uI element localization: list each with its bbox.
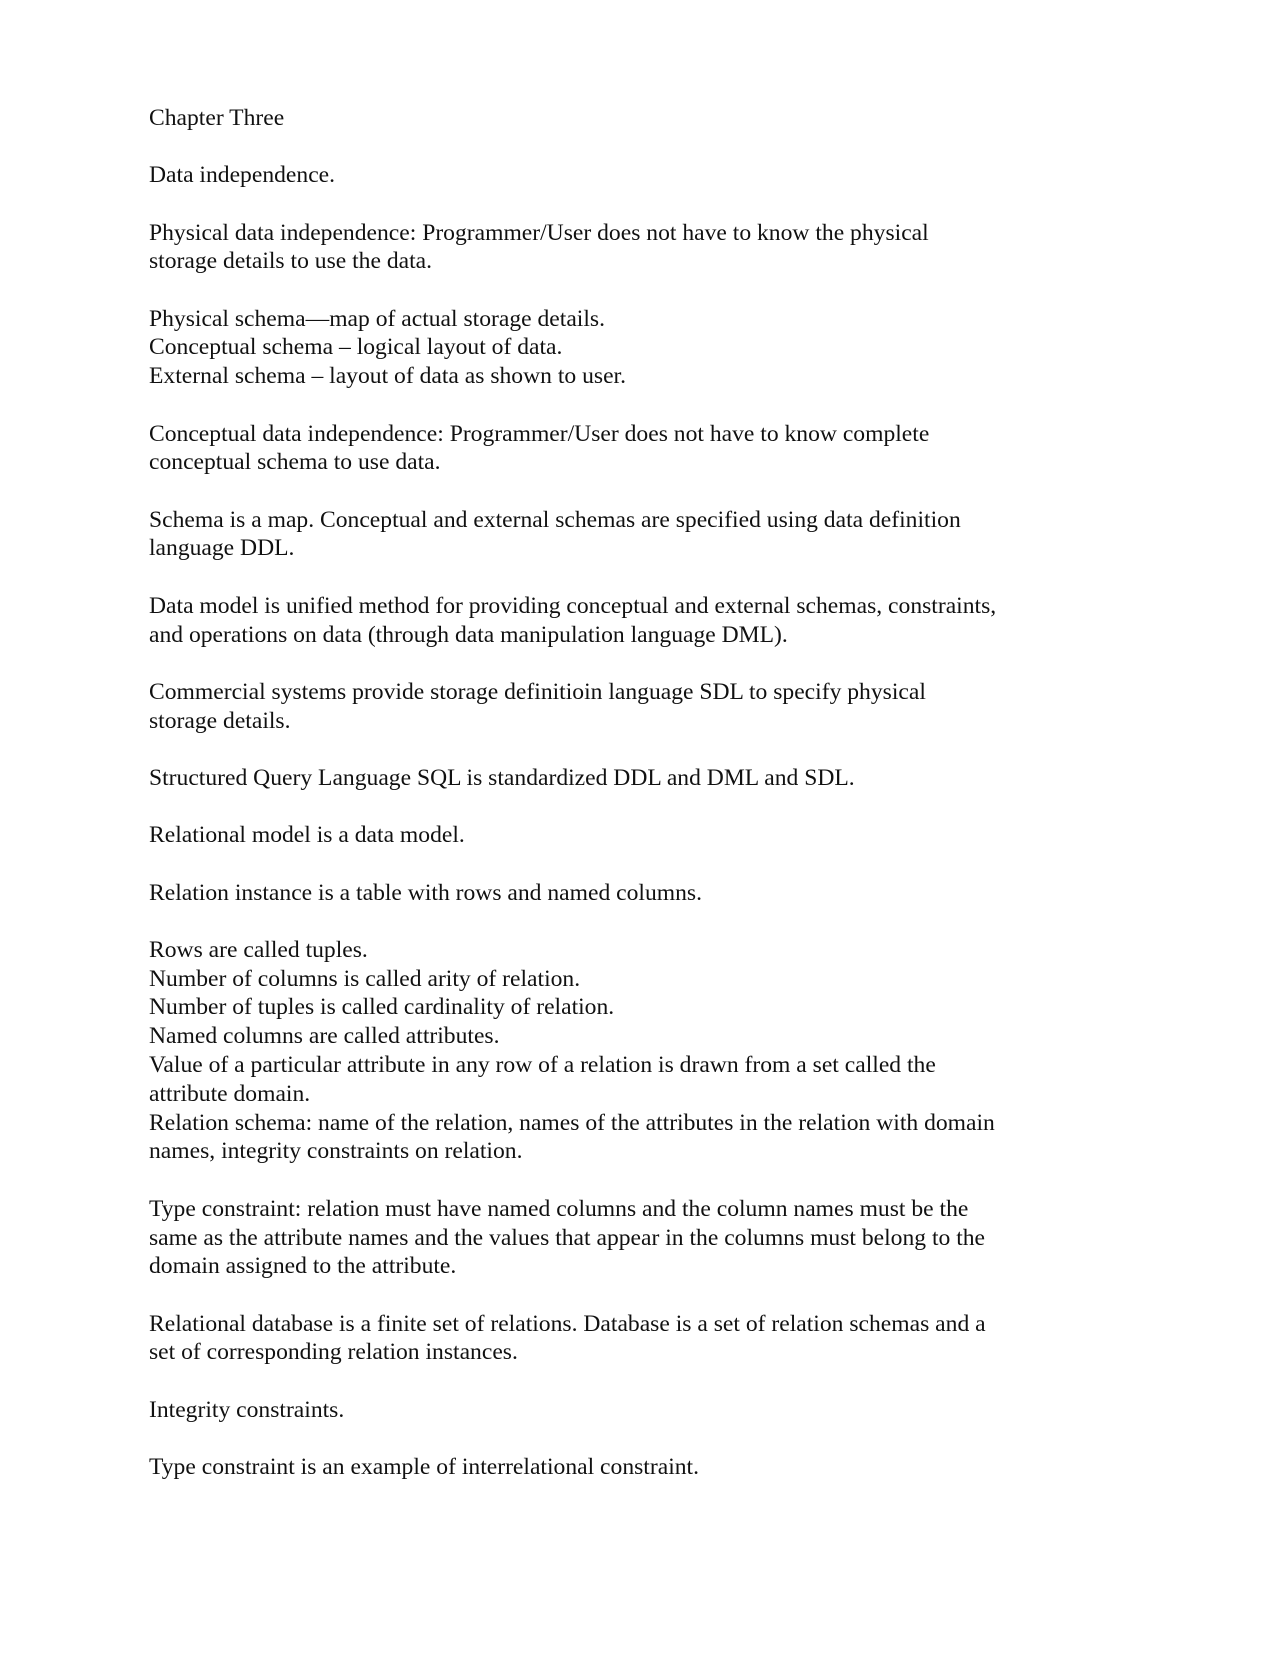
text-line: language DDL. bbox=[149, 535, 295, 562]
text-line: set of corresponding relation instances. bbox=[149, 1339, 518, 1366]
text-line: Data model is unified method for providing conceptual and external schemas, constraints, bbox=[149, 592, 997, 619]
para-sql bbox=[149, 764, 1049, 793]
text-line: Value of a particular attribute in any row of a relation is drawn from a set called the bbox=[149, 1052, 936, 1079]
text-line: External schema – layout of data as shown to user. bbox=[149, 363, 626, 390]
text-line: conceptual schema to use data. bbox=[149, 449, 441, 476]
para-data-model bbox=[149, 592, 1049, 650]
chapter-title bbox=[149, 104, 1049, 133]
text-line: Physical data independence: Programmer/User does not have to know the physical bbox=[149, 219, 929, 246]
text-line: Relational model is a data model. bbox=[149, 822, 465, 849]
text-line: Conceptual schema – logical layout of data. bbox=[149, 334, 563, 361]
text-line: Integrity constraints. bbox=[149, 1396, 345, 1423]
text-line: storage details. bbox=[149, 707, 291, 734]
text-line: Number of tuples is called cardinality of relation. bbox=[149, 994, 615, 1021]
text-line: and operations on data (through data manipulation language DML). bbox=[149, 621, 788, 648]
text-line: names, integrity constraints on relation. bbox=[149, 1138, 523, 1165]
heading-data-independence bbox=[149, 161, 1049, 190]
text-line: Named columns are called attributes. bbox=[149, 1023, 500, 1050]
para-commercial-systems bbox=[149, 678, 1049, 736]
text-line: Number of columns is called arity of relation. bbox=[149, 965, 581, 992]
para-type-constraint bbox=[149, 1195, 1049, 1281]
text-line: Relation schema: name of the relation, names of the attributes in the relation with domain bbox=[149, 1109, 995, 1136]
text-line: domain assigned to the attribute. bbox=[149, 1253, 457, 1280]
text-line: Type constraint: relation must have named columns and the column names must be the bbox=[149, 1195, 969, 1222]
document-body bbox=[149, 104, 1049, 1510]
para-relational-database bbox=[149, 1310, 1049, 1368]
para-physical-data-independence bbox=[149, 219, 1049, 277]
text-line: Chapter Three bbox=[149, 105, 285, 131]
text-line: Type constraint is an example of interrelational constraint. bbox=[149, 1454, 699, 1480]
text-line: Schema is a map. Conceptual and external schemas are specified using data definition bbox=[149, 506, 961, 533]
para-type-constraint-example bbox=[149, 1453, 1049, 1482]
para-relation-instance bbox=[149, 879, 1049, 908]
heading-integrity-constraints bbox=[149, 1396, 1049, 1425]
text-line: Structured Query Language SQL is standardized DDL and DML and SDL. bbox=[149, 764, 855, 791]
text-line: Relational database is a finite set of relations. Database is a set of relation schemas and a bbox=[149, 1310, 986, 1337]
text-line: storage details to use the data. bbox=[149, 248, 433, 275]
text-line: Commercial systems provide storage definitioin language SDL to specify physical bbox=[149, 678, 926, 705]
text-line: Physical schema—map of actual storage details. bbox=[149, 305, 605, 332]
para-schemas bbox=[149, 305, 1049, 391]
para-definitions bbox=[149, 936, 1049, 1166]
text-line: Conceptual data independence: Programmer/User does not have to know complete bbox=[149, 420, 930, 447]
para-schema-map bbox=[149, 506, 1049, 564]
text-line: same as the attribute names and the values that appear in the columns must belong to the bbox=[149, 1224, 986, 1251]
text-line: Relation instance is a table with rows and named columns. bbox=[149, 879, 703, 906]
para-relational-model bbox=[149, 821, 1049, 850]
para-conceptual-data-independence bbox=[149, 420, 1049, 478]
text-line: Data independence. bbox=[149, 162, 336, 189]
text-line: attribute domain. bbox=[149, 1080, 311, 1107]
text-line: Rows are called tuples. bbox=[149, 936, 368, 963]
